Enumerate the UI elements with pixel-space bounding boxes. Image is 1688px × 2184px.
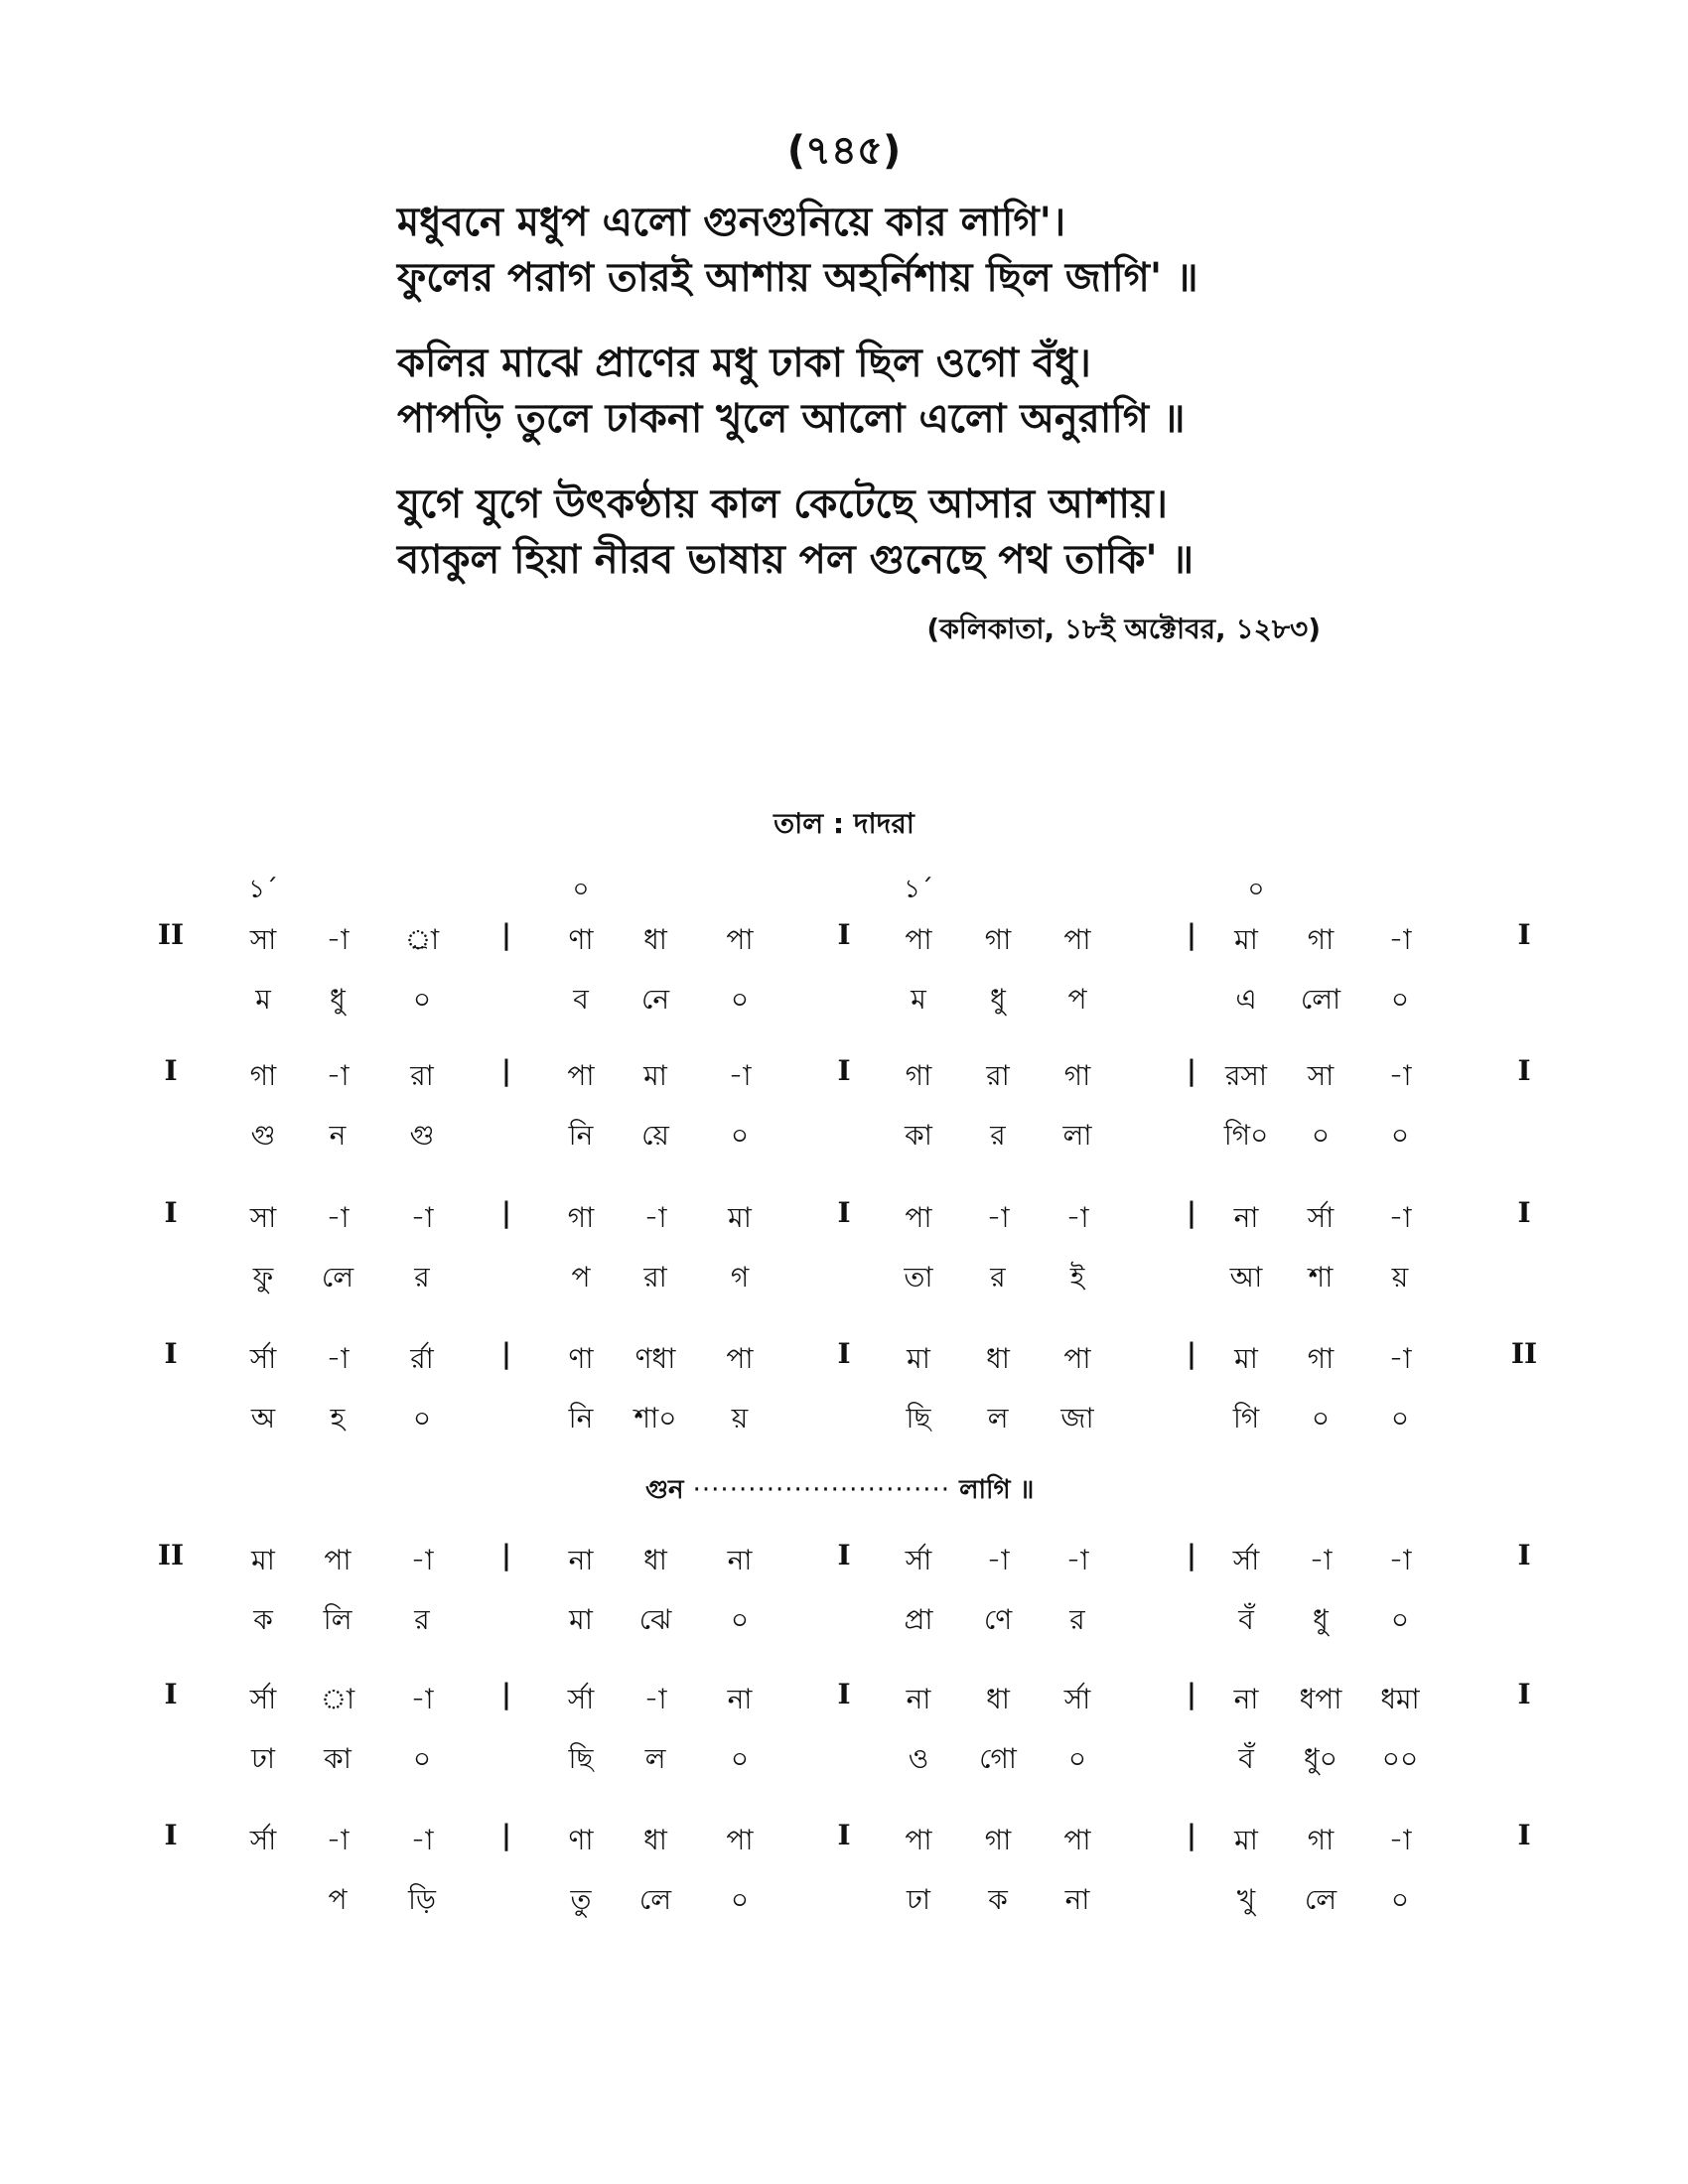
swara-note: ণধা xyxy=(634,1342,676,1375)
lyric-syllable: র xyxy=(414,1603,430,1636)
swara-note: র্সা xyxy=(249,1342,277,1375)
swara-note: মা xyxy=(251,1544,275,1576)
swara-note: মা xyxy=(643,1059,667,1092)
bar-line: I xyxy=(164,1337,178,1370)
lyric-syllable: না xyxy=(1064,1883,1090,1916)
bar-line: I xyxy=(164,1678,178,1710)
lyric-syllable: খু xyxy=(1236,1883,1256,1916)
swara-note: -া xyxy=(1388,923,1412,956)
swara-note: গা xyxy=(1307,1342,1335,1375)
swara-note: র্রা xyxy=(410,1342,434,1375)
swara-note: পা xyxy=(1063,1342,1091,1375)
lyric-syllable: ল xyxy=(987,1402,1009,1434)
lyric-syllable: প্রা xyxy=(904,1603,933,1636)
lyric-syllable: লা xyxy=(1062,1119,1092,1152)
lyric-syllable: ০ xyxy=(1390,1402,1410,1434)
lyric-syllable: ০০ xyxy=(1381,1742,1419,1775)
lyric-syllable: তু xyxy=(570,1883,592,1916)
swara-note: না xyxy=(1233,1201,1259,1234)
bar-line: I xyxy=(837,1337,851,1370)
swara-note: -া xyxy=(1388,1544,1412,1576)
lyric-syllable: ক xyxy=(988,1883,1008,1916)
verse-line: ব্যাকুল হিয়া নীরব ভাষায় পল গুনেছে পথ তাকি' ॥ xyxy=(397,537,1195,583)
swara-note: র্সা xyxy=(249,1683,277,1715)
lyric-syllable: ও xyxy=(908,1742,929,1775)
swara-note: -া xyxy=(326,1342,350,1375)
bar-line: I xyxy=(1517,1678,1531,1710)
lyric-syllable: ০ xyxy=(1311,1119,1331,1152)
bar-line: | xyxy=(1186,918,1197,951)
swara-note: র্সা xyxy=(1232,1544,1260,1576)
lyric-syllable: ০ xyxy=(412,983,432,1016)
swara-note: মা xyxy=(1234,923,1258,956)
lyric-syllable: ০ xyxy=(730,983,750,1016)
bar-line: I xyxy=(837,1678,851,1710)
lyric-syllable: ক xyxy=(253,1603,273,1636)
lyric-syllable: গো xyxy=(979,1742,1017,1775)
lyric-syllable: কা xyxy=(324,1742,352,1775)
swara-note: ধা xyxy=(986,1683,1010,1715)
lyric-syllable: মা xyxy=(569,1603,593,1636)
swara-note: -া xyxy=(643,1201,667,1234)
bar-line: II xyxy=(157,1539,185,1571)
lyric-syllable: হ xyxy=(330,1402,346,1434)
lyric-syllable: তা xyxy=(904,1261,933,1294)
lyric-syllable: ০ xyxy=(1390,983,1410,1016)
swara-note: পা xyxy=(726,923,754,956)
lyric-syllable: জা xyxy=(1060,1402,1094,1434)
swara-note: গা xyxy=(567,1201,595,1234)
verse-line: কলির মাঝে প্রাণের মধু ঢাকা ছিল ওগো বঁধু। xyxy=(397,341,1091,386)
swara-note: -া xyxy=(986,1544,1010,1576)
gap-note-start: গুন xyxy=(645,1475,684,1505)
lyric-syllable: আ xyxy=(1229,1261,1263,1294)
bar-line: | xyxy=(500,1678,512,1710)
swara-note: -া xyxy=(1388,1059,1412,1092)
swara-note: না xyxy=(727,1544,753,1576)
beat-mark: ০ xyxy=(572,875,590,904)
swara-note: -া xyxy=(410,1683,434,1715)
lyric-syllable: ০ xyxy=(1390,1603,1410,1636)
swara-note: গা xyxy=(1063,1059,1091,1092)
beat-mark: ১´ xyxy=(248,875,278,904)
bar-line: I xyxy=(164,1054,178,1087)
bar-line: I xyxy=(837,1819,851,1851)
verse-line: যুগে যুগে উৎকণ্ঠায় কাল কেটেছে আসার আশায়। xyxy=(397,481,1168,527)
swara-note: রা xyxy=(410,1059,434,1092)
swara-note: -া xyxy=(1065,1201,1089,1234)
swara-note: -া xyxy=(326,923,350,956)
swara-note: গা xyxy=(1307,923,1335,956)
swara-note: গা xyxy=(1307,1824,1335,1856)
lyric-syllable: ধু xyxy=(1313,1603,1329,1636)
swara-note: পা xyxy=(905,1824,932,1856)
swara-note: মা xyxy=(728,1201,752,1234)
lyric-syllable: ধু xyxy=(330,983,346,1016)
swara-note: র্সা xyxy=(567,1683,595,1715)
lyric-syllable: ড়ি xyxy=(408,1883,436,1916)
lyric-syllable: অ xyxy=(250,1402,276,1434)
lyric-syllable: য় xyxy=(731,1402,749,1434)
gap-note-end: লাগি ॥ xyxy=(959,1475,1035,1505)
swara-note: রসা xyxy=(1224,1059,1268,1092)
lyric-syllable: ফু xyxy=(252,1261,274,1294)
swara-note: পা xyxy=(726,1824,754,1856)
swara-note: মা xyxy=(907,1342,930,1375)
lyric-syllable: ০ xyxy=(1390,1119,1410,1152)
lyric-syllable: গু xyxy=(409,1119,435,1152)
gap-note-dots: ···························· xyxy=(692,1475,951,1505)
bar-line: I xyxy=(837,1054,851,1087)
swara-note: ণা xyxy=(568,1342,594,1375)
swara-note: ধমা xyxy=(1380,1683,1420,1715)
bar-line: II xyxy=(1510,1337,1538,1370)
swara-note: পা xyxy=(567,1059,595,1092)
swara-note: -া xyxy=(643,1683,667,1715)
bar-line: | xyxy=(1186,1819,1197,1851)
bar-line: I xyxy=(837,1539,851,1571)
swara-note: না xyxy=(1233,1683,1259,1715)
lyric-syllable: ব xyxy=(573,983,589,1016)
lyric-syllable: ল xyxy=(644,1742,666,1775)
lyric-syllable: গি০ xyxy=(1223,1119,1269,1152)
bar-line: | xyxy=(500,1054,512,1087)
swara-note: া xyxy=(320,1683,355,1715)
swara-note: ধা xyxy=(643,1544,667,1576)
bar-line: | xyxy=(500,918,512,951)
lyric-syllable: ০ xyxy=(1311,1402,1331,1434)
swara-note: পা xyxy=(905,923,932,956)
swara-note: না xyxy=(906,1683,931,1715)
swara-note: ধা xyxy=(643,923,667,956)
lyric-syllable: য়ে xyxy=(641,1119,669,1152)
lyric-syllable: ঢা xyxy=(907,1883,930,1916)
swara-note: মা xyxy=(1234,1824,1258,1856)
swara-note: -া xyxy=(1388,1824,1412,1856)
swara-note: -া xyxy=(326,1201,350,1234)
bar-line: I xyxy=(1517,1054,1531,1087)
bar-line: I xyxy=(1517,1819,1531,1851)
swara-note: পা xyxy=(726,1342,754,1375)
lyric-syllable: র xyxy=(990,1261,1006,1294)
swara-note: -া xyxy=(1065,1544,1089,1576)
swara-note: মা xyxy=(1234,1342,1258,1375)
swara-note: ধা xyxy=(986,1342,1010,1375)
swara-note: গা xyxy=(905,1059,932,1092)
lyric-syllable: ন xyxy=(329,1119,347,1152)
lyric-syllable: নি xyxy=(568,1119,594,1152)
lyric-syllable: ০ xyxy=(412,1402,432,1434)
swara-note: -া xyxy=(728,1059,752,1092)
swara-note: ণা xyxy=(568,1824,594,1856)
song-stanza-2 xyxy=(397,336,1390,447)
bar-line: I xyxy=(1517,918,1531,951)
lyric-syllable: র xyxy=(414,1261,430,1294)
swara-note: পা xyxy=(1063,1824,1091,1856)
swara-note: গা xyxy=(249,1059,277,1092)
bar-line: I xyxy=(164,1819,178,1851)
swara-note: ণা xyxy=(568,923,594,956)
swara-note: র্া xyxy=(404,923,440,956)
lyric-syllable: ০ xyxy=(412,1742,432,1775)
lyric-syllable: ধু০ xyxy=(1304,1742,1337,1775)
verse-line: পাপড়ি তুলে ঢাকনা খুলে আলো এলো অনুরাগি ॥ xyxy=(397,396,1186,442)
bar-line: | xyxy=(1186,1678,1197,1710)
bar-line: I xyxy=(837,918,851,951)
swara-note: -া xyxy=(1309,1544,1333,1576)
swara-note: সা xyxy=(1307,1059,1335,1092)
swara-note: র্সা xyxy=(249,1824,277,1856)
bar-line: | xyxy=(500,1819,512,1851)
swara-note: -া xyxy=(1388,1201,1412,1234)
lyric-syllable: ই xyxy=(1069,1261,1085,1294)
swara-note: সা xyxy=(249,1201,277,1234)
song-stanza-3 xyxy=(397,477,1390,588)
lyric-syllable: ০ xyxy=(1390,1883,1410,1916)
lyric-syllable: এ xyxy=(1235,983,1257,1016)
song-stanza-1 xyxy=(397,195,1390,306)
swara-note: -া xyxy=(986,1201,1010,1234)
lyric-syllable: গু xyxy=(250,1119,276,1152)
lyric-syllable: রা xyxy=(643,1261,667,1294)
verse-line: ফুলের পরাগ তারই আশায় অহর্নিশায় ছিল জাগি' ॥ xyxy=(397,255,1198,301)
lyric-syllable: গ xyxy=(730,1261,750,1294)
beat-mark: ১´ xyxy=(904,875,933,904)
lyric-syllable: প xyxy=(571,1261,591,1294)
lyric-syllable: ঢা xyxy=(251,1742,275,1775)
lyric-syllable: লে xyxy=(321,1261,354,1294)
lyric-syllable: বঁ xyxy=(1238,1603,1254,1636)
lyric-syllable: ০ xyxy=(730,1119,750,1152)
swara-note: -া xyxy=(410,1544,434,1576)
lyric-syllable: প xyxy=(1067,983,1087,1016)
bar-line: | xyxy=(1186,1337,1197,1370)
lyric-syllable: লে xyxy=(638,1883,672,1916)
bar-line: I xyxy=(1517,1539,1531,1571)
bar-line: I xyxy=(164,1196,178,1229)
lyric-syllable: নে xyxy=(640,983,670,1016)
swara-note: র্সা xyxy=(1307,1201,1335,1234)
lyric-syllable: লি xyxy=(323,1603,352,1636)
lyric-syllable: ধু xyxy=(990,983,1006,1016)
swara-note: না xyxy=(568,1544,594,1576)
bar-line: | xyxy=(500,1337,512,1370)
lyric-syllable: ম xyxy=(255,983,271,1016)
lyric-syllable: ম xyxy=(911,983,926,1016)
lyric-syllable: নি xyxy=(568,1402,594,1434)
bar-line: | xyxy=(1186,1196,1197,1229)
lyric-syllable: র xyxy=(1069,1603,1085,1636)
swara-note: না xyxy=(727,1683,753,1715)
bar-line: | xyxy=(1186,1054,1197,1087)
lyric-syllable: লো xyxy=(1300,983,1341,1016)
lyric-syllable: ০ xyxy=(730,1603,750,1636)
bar-line: II xyxy=(157,918,185,951)
swara-note: র্সা xyxy=(1063,1683,1091,1715)
swara-note: -া xyxy=(326,1059,350,1092)
lyric-syllable: ঝে xyxy=(638,1603,672,1636)
swara-note: -া xyxy=(1388,1342,1412,1375)
page-number: (৭৪৫) xyxy=(786,128,902,174)
lyric-syllable: গি xyxy=(1232,1402,1260,1434)
swara-note: পা xyxy=(1063,923,1091,956)
bar-line: I xyxy=(1517,1196,1531,1229)
gap-note xyxy=(645,1469,1034,1513)
swara-note: র্সা xyxy=(905,1544,932,1576)
lyric-syllable: ০ xyxy=(730,1742,750,1775)
swara-note: -া xyxy=(410,1201,434,1234)
bar-line: | xyxy=(1186,1539,1197,1571)
lyric-syllable: ণে xyxy=(983,1603,1013,1636)
dateline: (কলিকাতা, ১৮ই অক্টোবর, ১২৮৩) xyxy=(926,613,1321,645)
lyric-syllable: শা xyxy=(1308,1261,1334,1294)
lyric-syllable: য় xyxy=(1391,1261,1409,1294)
lyric-syllable: ছি xyxy=(568,1742,594,1775)
lyric-syllable: ০ xyxy=(1067,1742,1087,1775)
verse-line: মধুবনে মধুপ এলো গুনগুনিয়ে কার লাগি'। xyxy=(397,200,1066,245)
lyric-syllable: লে xyxy=(1304,1883,1337,1916)
lyric-syllable: শা০ xyxy=(633,1402,677,1434)
taal-title: তাল : দাদরা xyxy=(774,807,914,840)
swara-note: রা xyxy=(986,1059,1010,1092)
lyric-syllable: র xyxy=(990,1119,1006,1152)
lyric-syllable: ছি xyxy=(906,1402,931,1434)
swara-note: গা xyxy=(984,1824,1012,1856)
lyric-syllable: বঁ xyxy=(1238,1742,1254,1775)
swara-note: পা xyxy=(905,1201,932,1234)
swara-note: পা xyxy=(324,1544,352,1576)
beat-mark: ০ xyxy=(1247,875,1265,904)
swara-note: -া xyxy=(410,1824,434,1856)
bar-line: I xyxy=(837,1196,851,1229)
swara-note: ধপা xyxy=(1299,1683,1342,1715)
bar-line: | xyxy=(500,1539,512,1571)
lyric-syllable: প xyxy=(328,1883,348,1916)
swara-note: গা xyxy=(984,923,1012,956)
swara-note: ধা xyxy=(643,1824,667,1856)
lyric-syllable: কা xyxy=(905,1119,932,1152)
swara-note: সা xyxy=(249,923,277,956)
lyric-syllable: ০ xyxy=(730,1883,750,1916)
swara-note: -া xyxy=(326,1824,350,1856)
bar-line: | xyxy=(500,1196,512,1229)
